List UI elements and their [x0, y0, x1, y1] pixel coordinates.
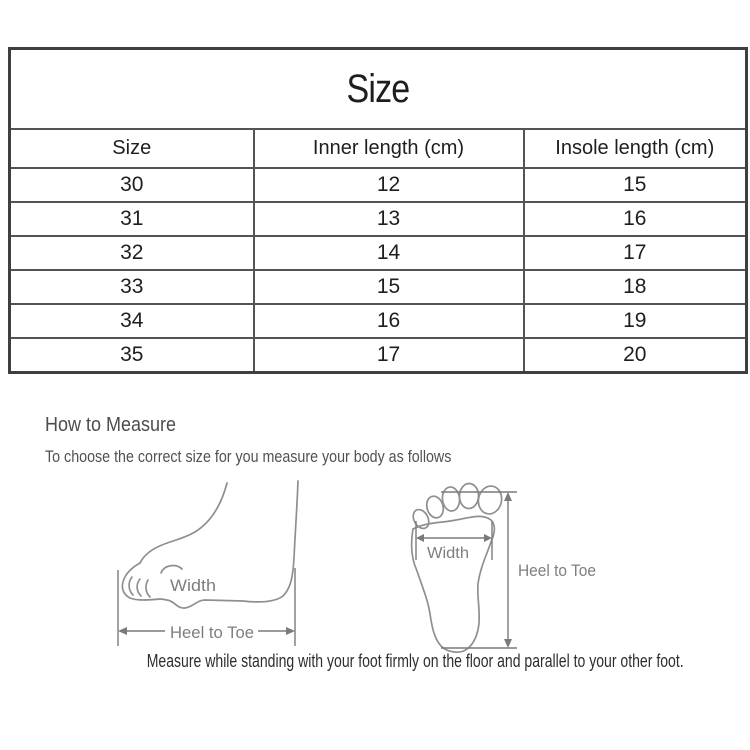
col-header-size: Size [10, 129, 254, 168]
size-cell: 35 [10, 338, 254, 373]
inner-length-cell: 17 [254, 338, 524, 373]
size-cell: 31 [10, 202, 254, 236]
insole-length-cell: 19 [524, 304, 747, 338]
size-table-title-cell [10, 49, 747, 130]
bottom-heel-to-toe-label: Heel to Toe [518, 561, 596, 580]
col-header-inner-length: Inner length (cm) [254, 129, 524, 168]
foot-bottom-view-diagram [395, 472, 625, 672]
size-table-title-row [10, 49, 747, 130]
inner-length-cell: 12 [254, 168, 524, 202]
table-row [10, 338, 747, 373]
bottom-width-label: Width [427, 545, 469, 562]
insole-length-cell: 18 [524, 270, 747, 304]
size-cell: 30 [10, 168, 254, 202]
measure-caption: Measure while standing with your foot firmly on the floor and parallel to your other foot. [146, 651, 684, 671]
insole-length-cell: 15 [524, 168, 747, 202]
size-table-header-row [10, 129, 747, 168]
table-row [10, 168, 747, 202]
inner-length-cell: 16 [254, 304, 524, 338]
inner-length-cell: 15 [254, 270, 524, 304]
insole-length-cell: 17 [524, 236, 747, 270]
foot-bottom-outline [410, 483, 504, 652]
table-row [10, 202, 747, 236]
table-row [10, 304, 747, 338]
inner-length-cell: 14 [254, 236, 524, 270]
foot-side-view-diagram [105, 478, 315, 650]
how-to-measure-subtitle: To choose the correct size for you measure your body as follows [45, 447, 452, 466]
how-to-measure-heading: How to Measure [45, 414, 177, 436]
table-row [10, 236, 747, 270]
side-width-label: Width [170, 576, 216, 595]
insole-length-cell: 16 [524, 202, 747, 236]
insole-length-cell: 20 [524, 338, 747, 373]
size-table [8, 47, 748, 374]
size-cell: 34 [10, 304, 254, 338]
table-row [10, 270, 747, 304]
size-cell: 32 [10, 236, 254, 270]
size-table-title: Size [346, 66, 410, 111]
size-cell: 33 [10, 270, 254, 304]
side-heel-to-toe-label: Heel to Toe [170, 623, 254, 642]
col-header-insole-length: Insole length (cm) [524, 129, 747, 168]
inner-length-cell: 13 [254, 202, 524, 236]
